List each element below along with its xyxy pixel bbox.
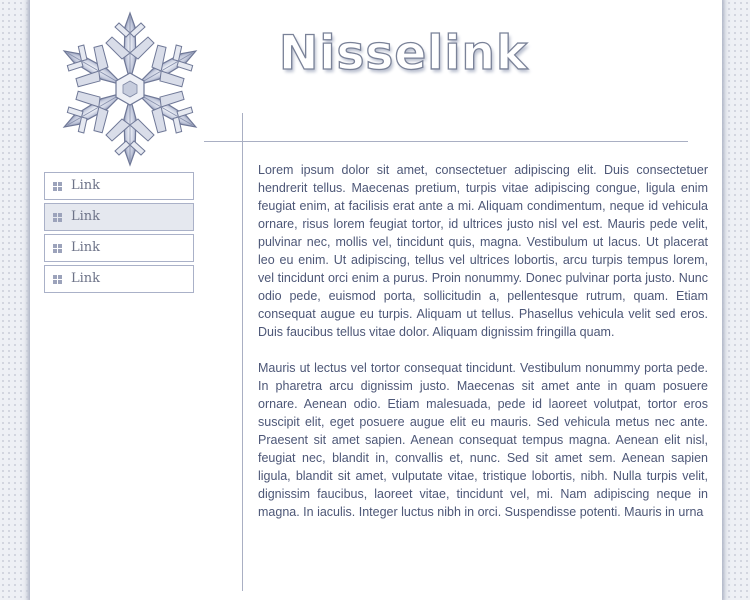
sidebar-item-label: Link bbox=[71, 271, 101, 286]
sidebar-item-link-3[interactable] bbox=[44, 234, 194, 262]
sidebar-item-link-4[interactable] bbox=[44, 265, 194, 293]
site-title: Nisselink bbox=[279, 26, 529, 81]
content-paragraph: Mauris ut lectus vel tortor consequat tincidunt. Vestibulum nonummy porta pede. In pharetra arcu dignissim justo. Maecenas sit amet ante in quam posuere ornare. Aenean odio. Etiam malesuada, pede id laoreet volutpat, tortor eros suscipit elit, eget posuere augue elit eu mauris. Sed vehicula metus nec ante. Praesent sit amet sapien. Aenean consequat tempus magna. Aenean elit nisl, feugiat nec, blandit in, convallis et, nunc. Sed sit amet sem. Aenean sapien ligula, blandit sit amet, vulputate vitae, tristique lobortis, nibh. Nulla turpis velit, dignissim faucibus, laoreet vitae, tincidunt vel, mi. Nam adipiscing neque in magna. In iaculis. Integer luctus nibh in orci. Suspendisse potenti. Mauris in urna bbox=[258, 361, 708, 519]
sidebar-nav bbox=[44, 172, 194, 296]
sidebar-item-label: Link bbox=[71, 209, 101, 224]
sidebar-item-link-1[interactable] bbox=[44, 172, 194, 200]
grid-bullet-icon bbox=[53, 275, 62, 284]
sidebar-item-label: Link bbox=[71, 178, 101, 193]
content-paragraph: Lorem ipsum dolor sit amet, consectetuer adipiscing elit. Duis consectetuer hendrerit tellus. Maecenas pretium, turpis vitae adipiscing congue, ligula enim feugiat enim, at facilisis erat ante a mi. Aliquam condimentum, neque id vehicula ornare, risus lorem feugiat tortor, id ultrices justo nisl vel est. Mauris pede velit, pulvinar nec, mollis vel, tincidunt quis, magna. Vestibulum ut lacus. Ut placerat leo eu enim. Ut adipiscing, tellus vel ultrices lobortis, arcu turpis tempus lorem, vel tincidunt orci enim a purus. Proin nonummy. Donec pulvinar porta justo. Nunc odio pede, euismod porta, sollicitudin a, pellentesque rutrum, quam. Etiam consequat augue eu turpis. Aliquam ut tellus. Phasellus vehicula velit sed eros. Duis faucibus tellus vitae dolor. Aliquam dignissim fringilla quam. bbox=[258, 163, 708, 339]
sidebar-item-link-2[interactable] bbox=[44, 203, 194, 231]
header-divider bbox=[204, 141, 688, 142]
page-container bbox=[30, 0, 722, 600]
grid-bullet-icon bbox=[53, 182, 62, 191]
sidebar-item-label: Link bbox=[71, 240, 101, 255]
main-content bbox=[258, 161, 708, 591]
grid-bullet-icon bbox=[53, 213, 62, 222]
snowflake-icon bbox=[44, 10, 216, 168]
content-divider bbox=[242, 113, 243, 591]
grid-bullet-icon bbox=[53, 244, 62, 253]
